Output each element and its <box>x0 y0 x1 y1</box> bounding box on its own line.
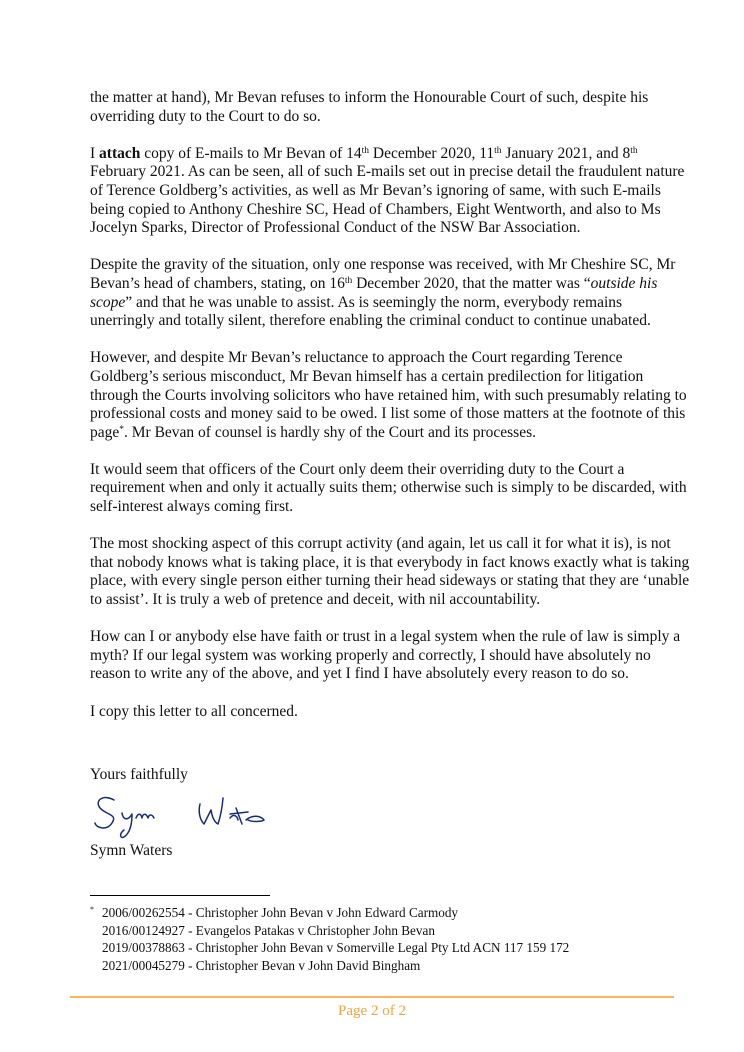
footnote-separator <box>90 895 270 896</box>
paragraph-4: However, and despite Mr Bevan’s reluctance to approach the Court regarding Terence Goldberg’s serious misconduct, Mr Bevan himself has a certain predilection for litigation through the Courts involving solicitors who have retained him, with such presumably relating to professional costs and money said to be owed. I list some of those matters at the footnote of this page*. Mr Bevan of counsel is hardly shy of the Court and its processes. <box>90 349 687 441</box>
letter-body <box>90 89 690 740</box>
footnote-reference: * <box>119 424 125 435</box>
footer-rule <box>70 996 674 998</box>
handwritten-signature <box>92 790 272 840</box>
paragraph-8: I copy this letter to all concerned. <box>90 702 298 720</box>
footnote-mark: * <box>90 905 94 914</box>
quoted-phrase: outside his scope <box>90 274 658 311</box>
footnotes <box>90 904 569 974</box>
attach-emphasis: attach <box>99 144 141 162</box>
footnote-line: 2016/00124927 - Evangelos Patakas v Christopher John Bevan <box>102 922 435 938</box>
footnote-line: 2021/00045279 - Christopher Bevan v John David Bingham <box>102 957 421 973</box>
paragraph-7: How can I or anybody else have faith or trust in a legal system when the rule of law is simply a myth? If our legal system was working properly and correctly, I should have absolutely no reason to write any of the above, and yet I find I have absolutely every reason to do so. <box>90 628 681 683</box>
footnote-line: 2006/00262554 - Christopher John Bevan v John Edward Carmody <box>102 905 459 920</box>
signatory-name: Symn Waters <box>90 842 173 859</box>
paragraph-3: Despite the gravity of the situation, only one response was received, with Mr Cheshire SC, Mr Bevan’s head of chambers, stating, on 16th December 2020, that the matter was “outside his scope” and that he was unable to assist. As is seemingly the norm, everybody remains unerringly and totally silent, therefore enabling the criminal conduct to continue unabated. <box>90 256 676 330</box>
footnote-line: 2019/00378863 - Christopher John Bevan v Somerville Legal Pty Ltd ACN 117 159 172 <box>102 940 570 955</box>
closing-salutation: Yours faithfully <box>90 766 188 783</box>
paragraph-5: It would seem that officers of the Court only deem their overriding duty to the Court a requirement when and only it actually suits them; otherwise such is simply to be discarded, with self-interest always coming first. <box>90 460 687 516</box>
paragraph-2: I attach copy of E-mails to Mr Bevan of 14th December 2020, 11th January 2021, and 8th February 2021. As can be seen, all of such E-mails set out in precise detail the fraudulent nature of Terence Goldberg’s activities, as well as Mr Bevan’s ignoring of same, with such E-mails being copied to Anthony Cheshire SC, Head of Chambers, Eight Wentworth, and also to Ms Jocelyn Sparks, Director of Professional Conduct of the NSW Bar Association. <box>90 144 685 237</box>
paragraph-6: The most shocking aspect of this corrupt activity (and again, let us call it for what it is), is not that nobody knows what is taking place, it is that everybody in fact knows exactly what is taking place, with every single person either turning their head sideways or stating that they are ‘unable to assist’. It is truly a web of pretence and deceit, with nil accountability. <box>90 535 690 609</box>
paragraph-1: the matter at hand), Mr Bevan refuses to inform the Honourable Court of such, despite his overriding duty to the Court to do so. <box>90 89 649 125</box>
page-number: Page 2 of 2 <box>338 1003 406 1019</box>
